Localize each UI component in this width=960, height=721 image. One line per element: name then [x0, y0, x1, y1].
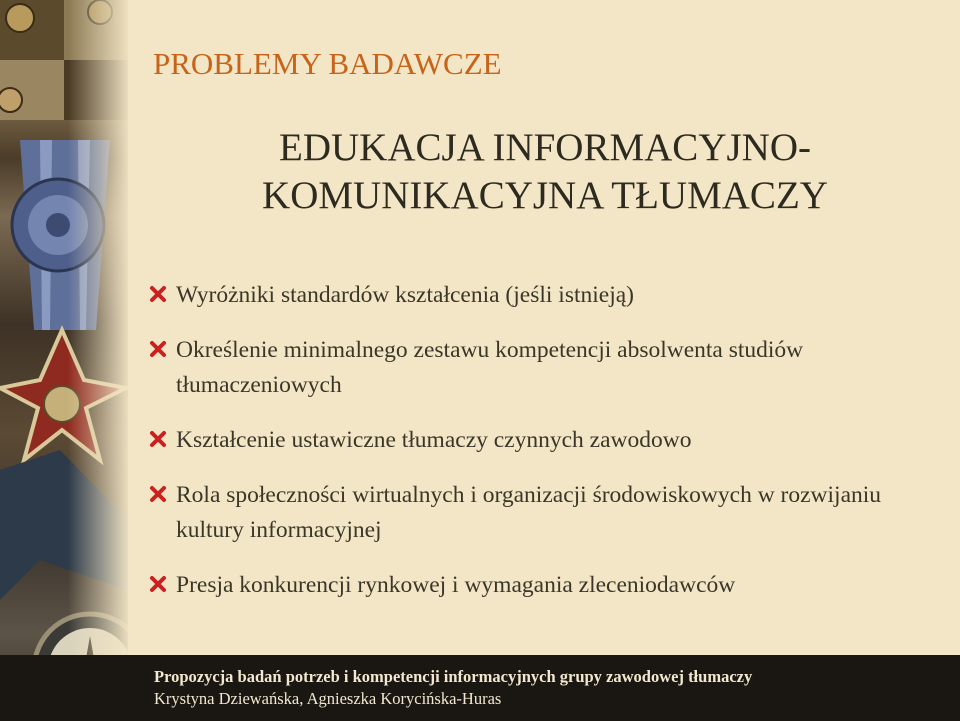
bullet-text: Określenie minimalnego zestawu kompetencji absolwenta studiów tłumaczeniowych	[176, 337, 804, 398]
bullet-list	[148, 278, 948, 603]
section-title: PROBLEMY BADAWCZE	[153, 46, 502, 81]
main-title: EDUKACJA INFORMACYJNO-KOMUNIKACYJNA TŁUMACZY	[262, 126, 828, 217]
cross-mark-icon	[148, 284, 168, 304]
cross-mark-icon	[148, 339, 168, 359]
footer-authors: Krystyna Dziewańska, Agnieszka Korycińska-Huras	[154, 689, 502, 708]
cross-mark-icon	[148, 574, 168, 594]
bullet-item	[148, 278, 948, 313]
bullet-text: Presja konkurencji rynkowej i wymagania zleceniodawców	[176, 572, 736, 598]
decorative-medal-image	[0, 0, 128, 721]
cross-mark-icon	[148, 484, 168, 504]
bullet-item	[148, 568, 948, 603]
bullet-text: Wyróżniki standardów kształcenia (jeśli istnieją)	[176, 282, 634, 308]
bullet-item	[148, 423, 948, 458]
bullet-text: Kształcenie ustawiczne tłumaczy czynnych zawodowo	[176, 427, 692, 453]
cross-mark-icon	[148, 429, 168, 449]
image-fade	[68, 0, 128, 721]
bullet-text: Rola społeczności wirtualnych i organizacji środowiskowych w rozwijaniu kultury informacyjnej	[176, 482, 882, 543]
footer-project-title: Propozycja badań potrzeb i kompetencji informacyjnych grupy zawodowej tłumaczy	[154, 667, 753, 686]
bullet-item	[148, 333, 948, 403]
footer-bar	[0, 655, 960, 721]
bullet-item	[148, 478, 948, 548]
